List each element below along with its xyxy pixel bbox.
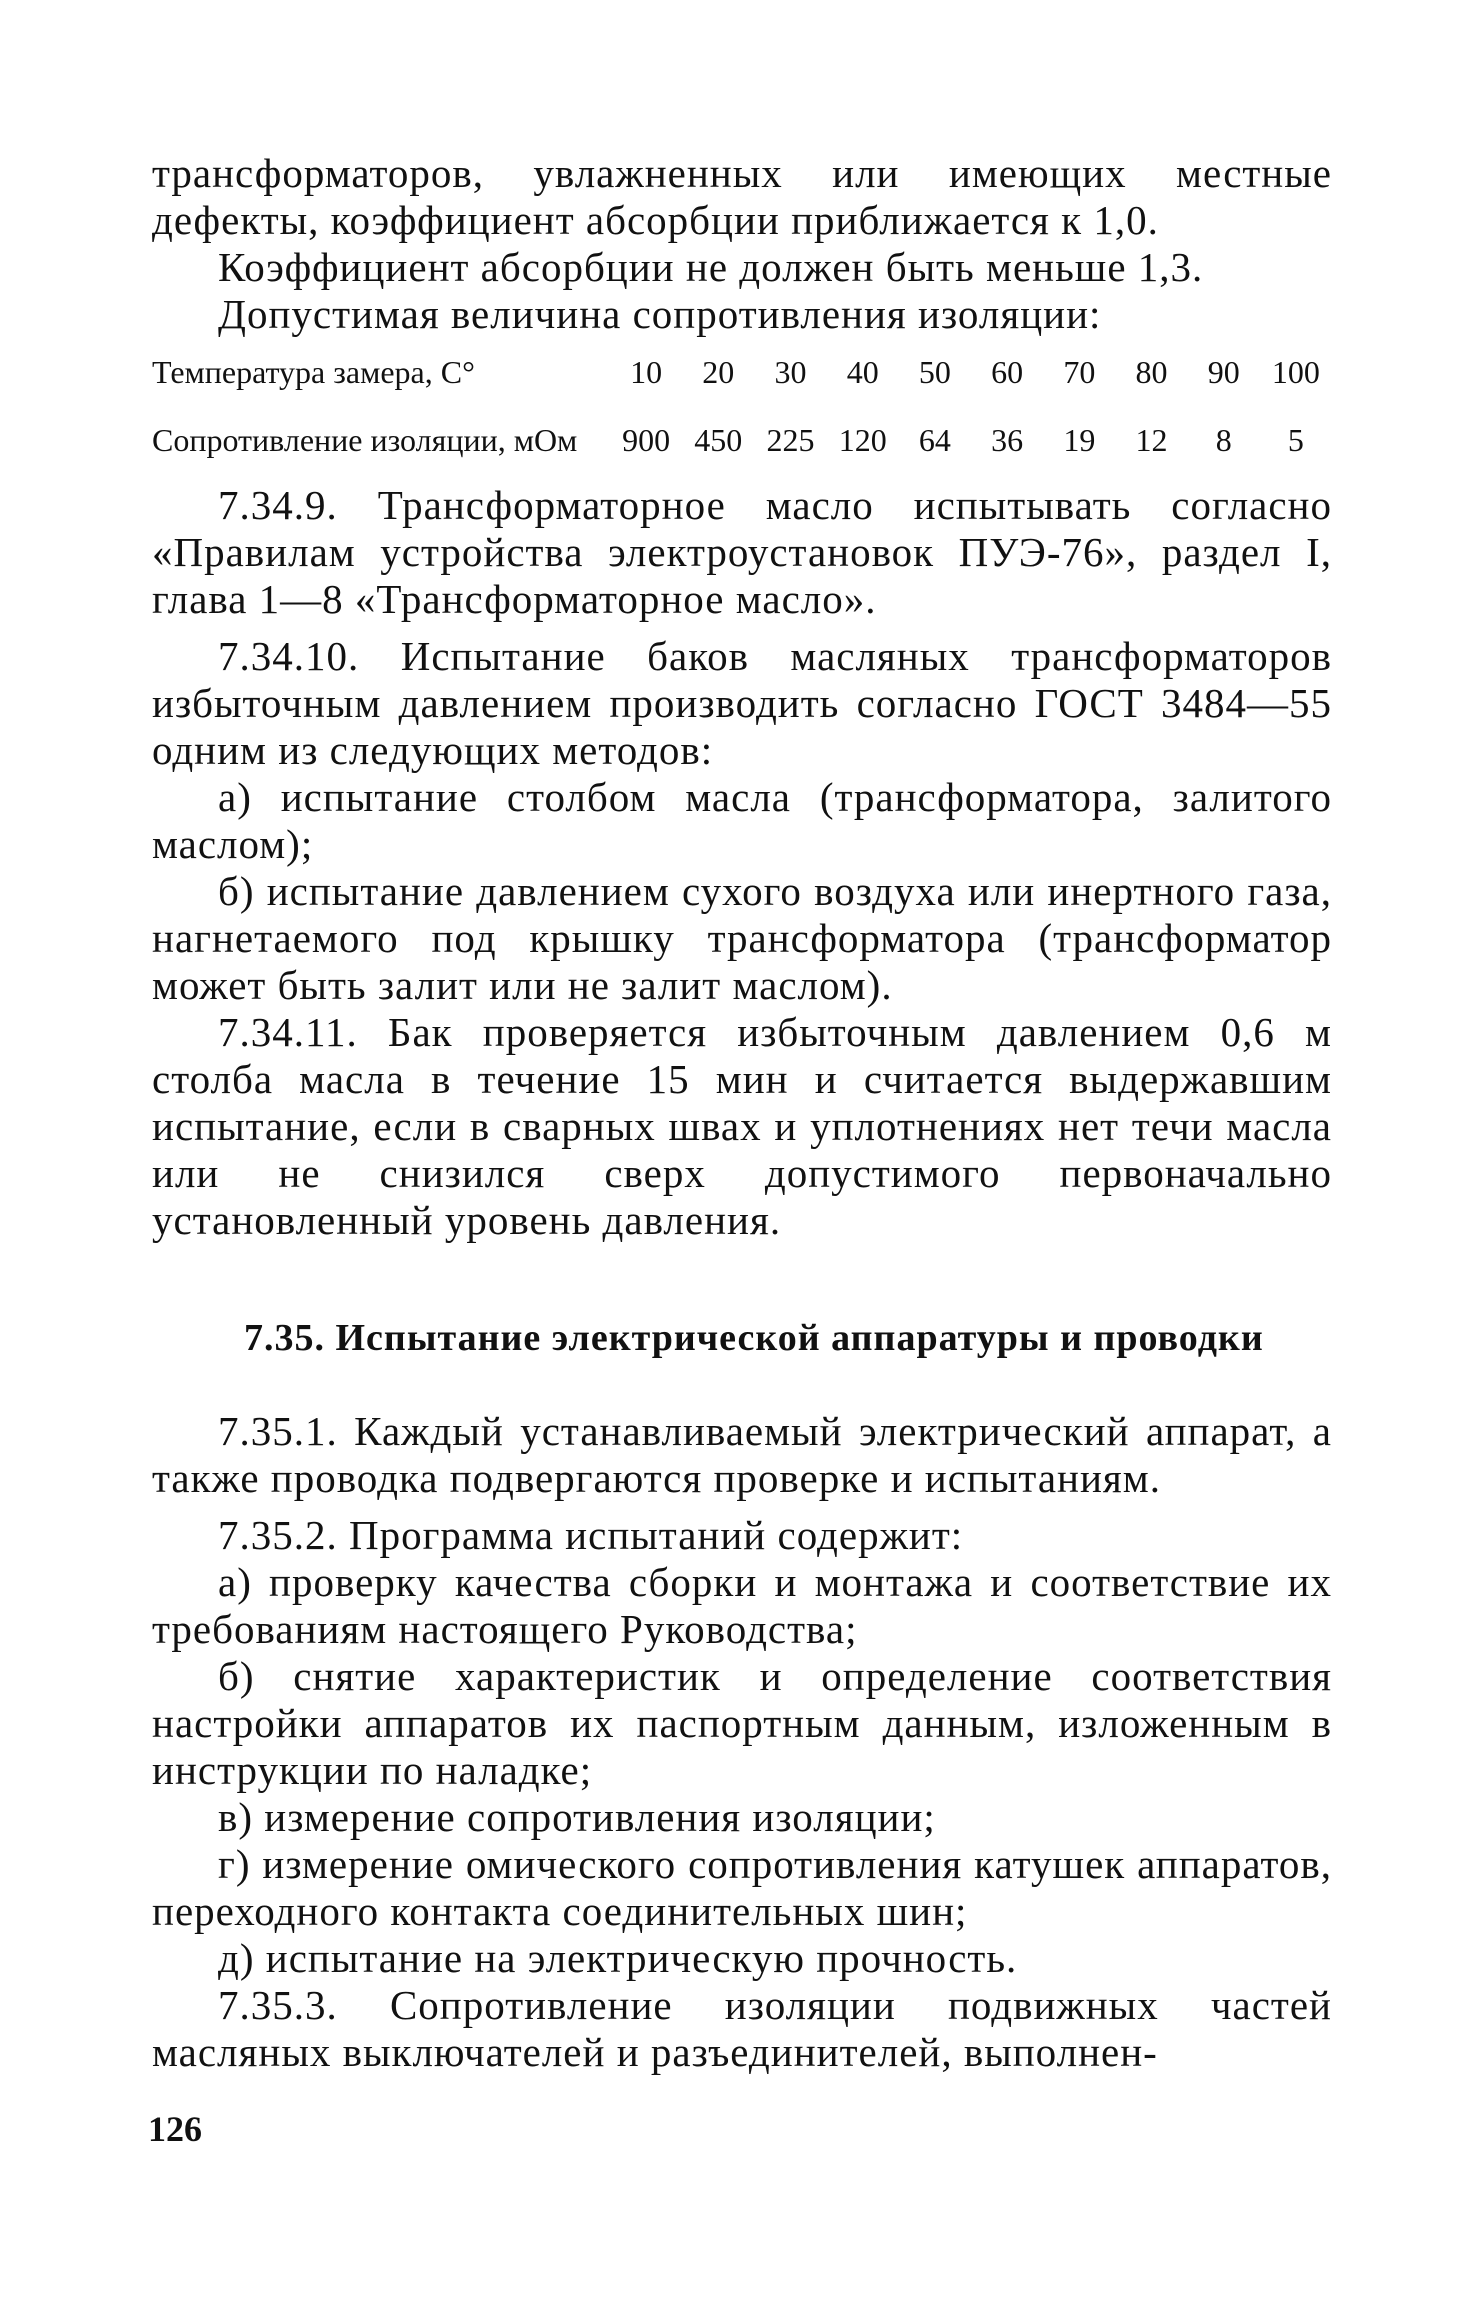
table-cell: 100 xyxy=(1271,354,1320,390)
table-cell: 12 xyxy=(1135,422,1168,458)
table-cell: 50 xyxy=(918,354,951,390)
table-cell: 70 xyxy=(1063,354,1096,390)
paragraph-7-35-3: 7.35.3. Сопротивление изоляции подвижных частей масляных выключателей и разъединителей, выполнен- xyxy=(152,1982,1332,2075)
table-cell: 225 xyxy=(766,422,815,458)
section-heading-7-35 xyxy=(152,1316,1332,1360)
paragraph-7-34-10: 7.34.10. Испытание баков масляных трансформаторов избыточным давлением производить согласно ГОСТ 3484—55 одним из следующих методов: xyxy=(152,633,1332,773)
insulation-table xyxy=(152,352,1332,460)
table-cell: 10 xyxy=(630,354,663,390)
paragraph-7-34-9: 7.34.9. Трансформаторное масло испытывать согласно «Правилам устройства электроустановок ПУЭ-76», раздел I, глава 1—8 «Трансформаторное масло». xyxy=(152,482,1332,622)
list-item-b: б) испытание давлением сухого воздуха или инертного газа, нагнетаемого под крышку трансформатора (трансформатор может быть залит или не залит маслом). xyxy=(152,868,1332,1008)
table-label-temperature: Температура замера, С° xyxy=(152,354,475,390)
paragraph-7-34-11: 7.34.11. Бак проверяется избыточным давлением 0,6 м столба масла в течение 15 мин и считается выдержавшим испытание, если в сварных швах и уплотнениях нет течи масла или не снизился сверх допустимого первоначально установленный уровень давления. xyxy=(152,1009,1332,1243)
paragraph-continuation: трансформаторов, увлажненных или имеющих местные дефекты, коэффициент абсорбции приближается к 1,0. xyxy=(152,150,1332,243)
table-cell: 120 xyxy=(838,422,887,458)
table-cell: 80 xyxy=(1135,354,1168,390)
page-number: 126 xyxy=(148,2109,202,2149)
table-cell: 40 xyxy=(846,354,879,390)
list-item-v: в) измерение сопротивления изоляции; xyxy=(218,1794,936,1840)
table-cell: 19 xyxy=(1063,422,1096,458)
paragraph-insulation-intro: Допустимая величина сопротивления изоляции: xyxy=(218,291,1102,337)
table-cell: 20 xyxy=(702,354,735,390)
paragraph-7-35-1: 7.35.1. Каждый устанавливаемый электрический аппарат, а также проводка подвергаются проверке и испытаниям. xyxy=(152,1408,1332,1501)
table-cell: 5 xyxy=(1287,422,1304,458)
table-cell: 8 xyxy=(1215,422,1232,458)
table-row-temperature xyxy=(152,352,1332,392)
list-item-a: а) испытание столбом масла (трансформатора, залитого маслом); xyxy=(152,774,1332,867)
list-item-d: д) испытание на электрическую прочность. xyxy=(218,1935,1018,1981)
table-cell: 900 xyxy=(622,422,671,458)
table-cell: 60 xyxy=(991,354,1024,390)
section-number: 7.35. xyxy=(244,1317,325,1359)
paragraph-absorption-min: Коэффициент абсорбции не должен быть меньше 1,3. xyxy=(218,244,1204,290)
table-cell: 64 xyxy=(918,422,951,458)
table-cell: 450 xyxy=(694,422,743,458)
table-cell: 90 xyxy=(1207,354,1240,390)
section-title: Испытание электрической аппаратуры и проводки xyxy=(335,1317,1264,1359)
list-item-b: б) снятие характеристик и определение соответствия настройки аппаратов их паспортным данным, изложенным в инструкции по наладке; xyxy=(152,1653,1332,1793)
table-cell: 30 xyxy=(774,354,807,390)
table-row-resistance xyxy=(152,420,1332,460)
list-item-a: а) проверку качества сборки и монтажа и соответствие их требованиям настоящего Руководства; xyxy=(152,1559,1332,1652)
table-label-resistance: Сопротивление изоляции, мОм xyxy=(152,422,578,458)
table-cell: 36 xyxy=(991,422,1024,458)
paragraph-7-35-2: 7.35.2. Программа испытаний содержит: xyxy=(218,1512,964,1558)
document-page xyxy=(152,150,1332,2076)
list-item-g: г) измерение омического сопротивления катушек аппаратов, переходного контакта соединительных шин; xyxy=(152,1841,1332,1934)
